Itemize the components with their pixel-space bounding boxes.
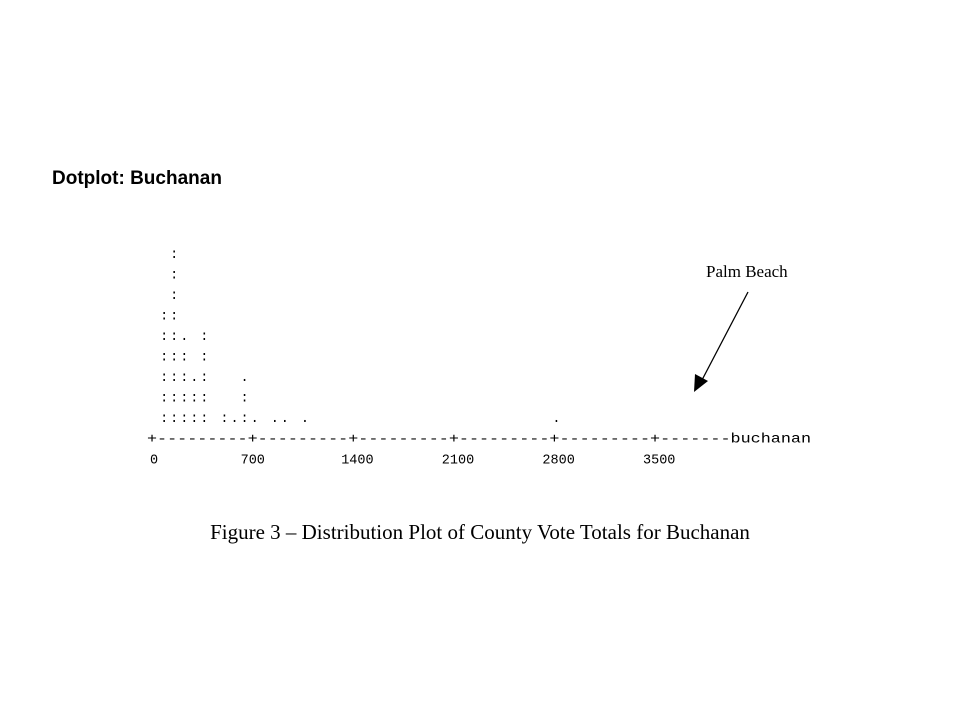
- dot-mark: :: [190, 412, 199, 427]
- x-tick-label: 0: [150, 453, 159, 469]
- dot-mark: :: [170, 330, 179, 345]
- dot-mark: :: [200, 350, 209, 366]
- dot-mark: :: [160, 330, 169, 345]
- palm-beach-annotation: Palm Beach: [706, 262, 788, 281]
- x-tick-label: 2100: [441, 453, 475, 469]
- x-tick-label: 700: [240, 453, 265, 469]
- dot-mark: :: [240, 412, 249, 427]
- dot-mark: .: [300, 412, 310, 427]
- dot-mark: .: [240, 371, 249, 386]
- dot-mark: :: [180, 371, 189, 386]
- dot-mark: :: [180, 350, 189, 366]
- dot-rows: [160, 248, 560, 427]
- dot-mark: .: [190, 371, 199, 386]
- dot-mark: .: [270, 412, 279, 427]
- dot-mark: :: [180, 412, 189, 427]
- x-tick-label: 3500: [643, 453, 676, 469]
- slide-title: Dotplot: Buchanan: [52, 168, 222, 189]
- dot-mark: :: [160, 350, 169, 366]
- dot-mark: :: [170, 371, 179, 386]
- x-tick-labels: [150, 454, 675, 469]
- dot-mark: :: [170, 391, 179, 407]
- dot-mark: :: [170, 248, 179, 263]
- dot-mark: :: [200, 371, 209, 386]
- dot-mark: :: [190, 391, 199, 407]
- dot-mark: :: [170, 289, 179, 304]
- dot-mark: .: [552, 412, 561, 427]
- dot-mark: :: [240, 391, 249, 407]
- annotation-arrow-head: [694, 374, 708, 392]
- dot-mark: :: [170, 309, 179, 325]
- dot-mark: .: [280, 412, 289, 427]
- dot-mark: :: [200, 391, 209, 407]
- dot-mark: :: [170, 412, 179, 427]
- dot-mark: :: [220, 412, 229, 427]
- dot-mark: :: [200, 330, 209, 345]
- dot-mark: :: [180, 391, 189, 407]
- dot-mark: .: [230, 412, 239, 427]
- x-tick-label: 2800: [542, 453, 575, 469]
- dot-mark: :: [160, 371, 169, 386]
- dot-mark: :: [170, 350, 179, 366]
- dot-mark: .: [180, 330, 189, 345]
- x-tick-label: 1400: [341, 453, 374, 469]
- annotation-arrow-shaft: [702, 292, 748, 380]
- dot-mark: :: [170, 268, 179, 284]
- dot-mark: :: [160, 309, 169, 325]
- dot-mark: :: [160, 412, 169, 427]
- dot-mark: :: [160, 391, 169, 407]
- dot-mark: :: [200, 412, 209, 427]
- figure-caption: Figure 3 – Distribution Plot of County Vote Totals for Buchanan: [210, 520, 750, 544]
- dot-mark: .: [250, 412, 259, 427]
- x-axis-line: +---------+---------+---------+---------+---------+-------buchanan: [147, 432, 811, 448]
